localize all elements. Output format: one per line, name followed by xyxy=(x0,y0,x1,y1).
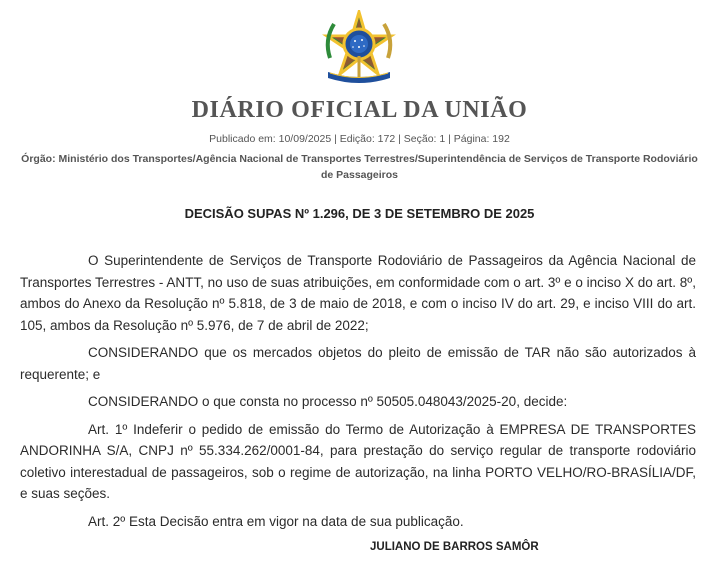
paragraph-preamble: O Superintendente de Serviços de Transporte Rodoviário de Passageiros da Agência Nacional de Transportes Terrestres - ANTT, no uso de suas atribuições, em conformidade com o art. 3º e o inciso X do art. 8º, ambos do Anexo da Resolução nº 5.818, de 3 de maio de 2018, e com o inciso IV do art. 29, e inciso VIII do art. 105, ambos da Resolução nº 5.976, de 7 de abril de 2022; xyxy=(20,253,696,333)
issuing-agency: Órgão: Ministério dos Transportes/Agência Nacional de Transportes Terrestres/Superintendência de Serviços de Transporte Rodoviário de Passageiros xyxy=(21,153,698,181)
publication-meta: Publicado em: 10/09/2025 | Edição: 172 | Seção: 1 | Página: 192 xyxy=(209,133,510,145)
paragraph-considerando-2: CONSIDERANDO o que consta no processo nº 50505.048043/2025-20, decide: xyxy=(88,394,568,409)
signature-name: JULIANO DE BARROS SAMÔR xyxy=(370,541,539,553)
decision-body xyxy=(20,250,696,538)
paragraph-article-1: Art. 1º Indeferir o pedido de emissão do Termo de Autorização à EMPRESA DE TRANSPORTES ANDORINHA S/A, CNPJ nº 55.334.262/0001-84, para prestação do serviço regular de transporte rodoviário coletivo interestadual de passageiros, sob o regime de autorização, na linha PORTO VELHO/RO-BRASÍLIA/DF, e suas seções. xyxy=(20,421,696,501)
decision-title: DECISÃO SUPAS Nº 1.296, DE 3 DE SETEMBRO DE 2025 xyxy=(184,206,535,221)
brazil-coat-of-arms-icon xyxy=(318,10,400,88)
paragraph-article-2: Art. 2º Esta Decisão entra em vigor na data de sua publicação. xyxy=(88,513,464,529)
paragraph-considerando-1: CONSIDERANDO que os mercados objetos do pleito de emissão de TAR não são autorizados à requerente; e xyxy=(20,345,696,382)
newspaper-title: DIÁRIO OFICIAL DA UNIÃO xyxy=(191,97,528,123)
